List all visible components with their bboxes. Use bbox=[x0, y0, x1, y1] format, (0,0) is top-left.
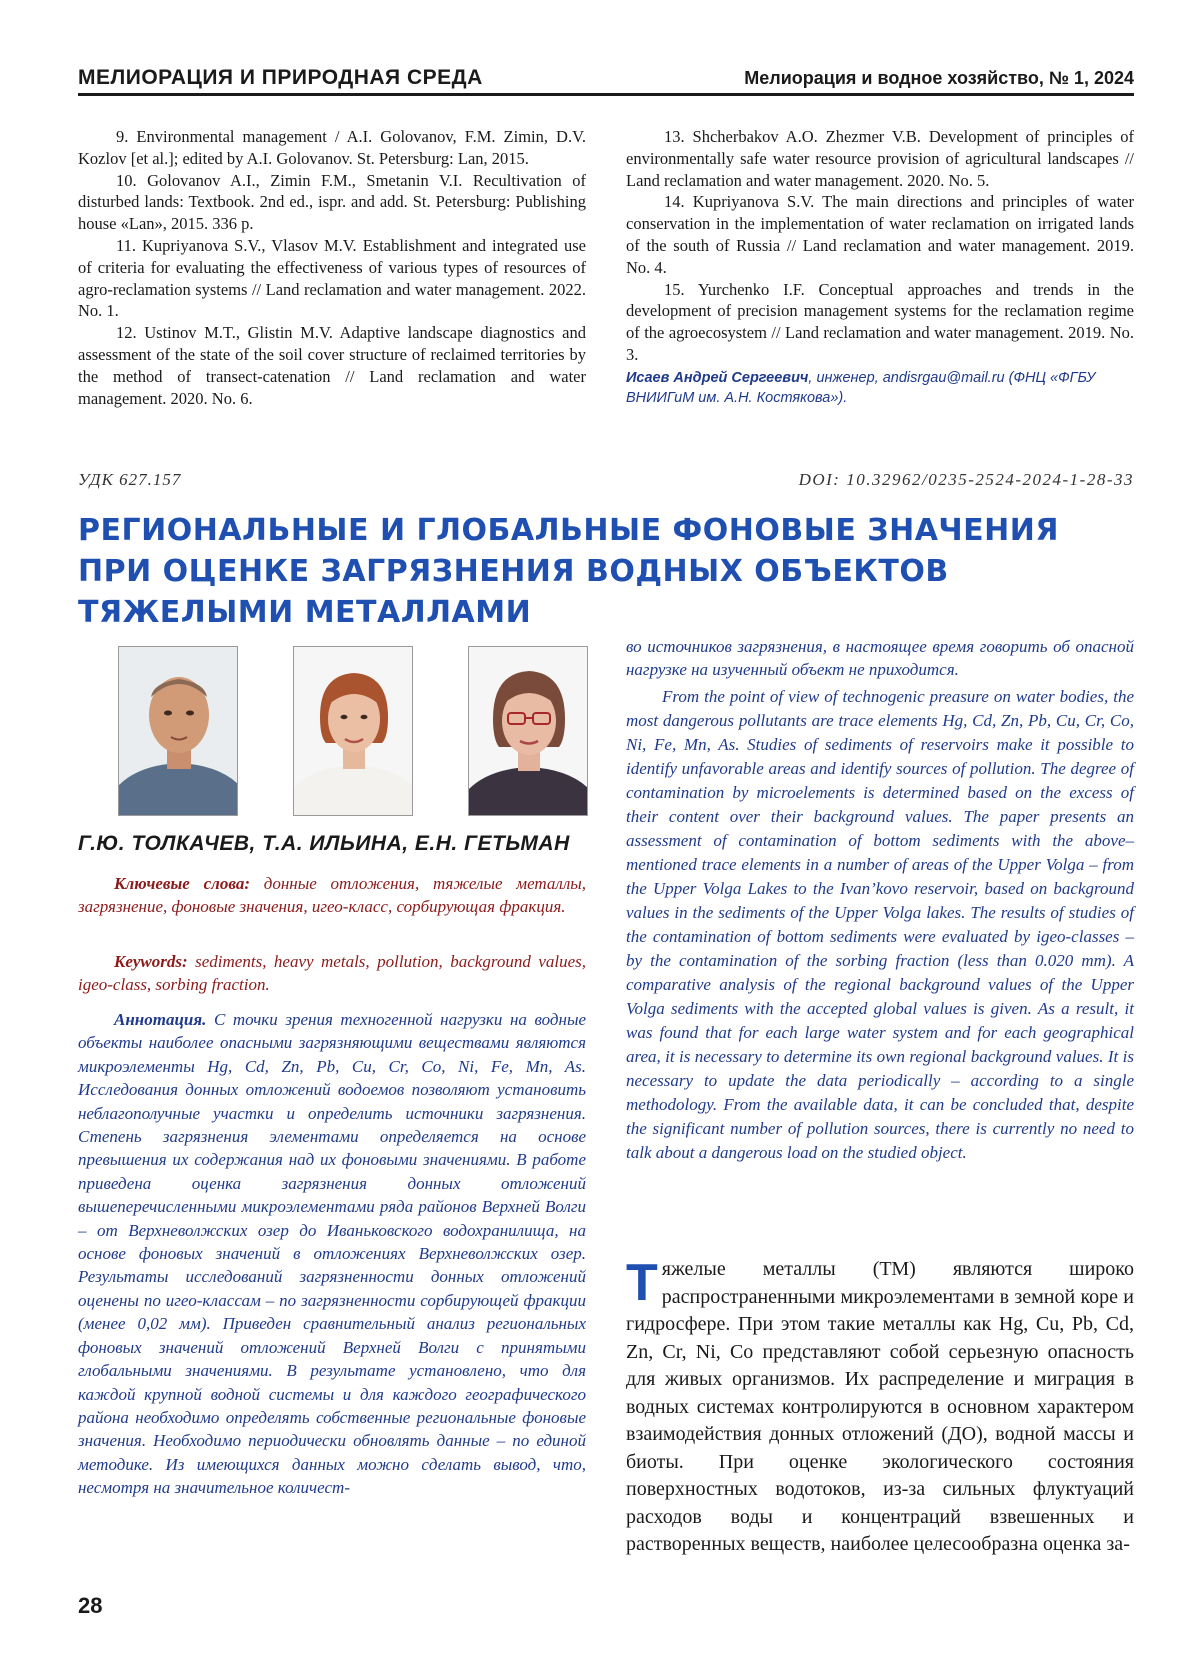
keywords-en bbox=[78, 951, 586, 996]
doi-link[interactable]: DOI: 10.32962/0235-2524-2024-1-28-33 bbox=[798, 470, 1134, 489]
keywords-en-label: Keywords: bbox=[114, 952, 188, 971]
body-paragraph: яжелые металлы (ТМ) являются широко распространенными микроэлементами в земной коре и гидросфере. При этом такие металлы как Hg, Cu, Pb, Cd, Zn, Cr, Ni, Co представляют собой серьезную опасность для живых организмов. Их распределение и миграция в водных системах контролируются в основном характером взаимодействия донных отложений (ДО), водной массы и биоты. При оценке экологического состояния поверхностных водотоков, из-за сильных флуктуаций расходов воды и концентраций взвешенных и растворенных веществ, наиболее целесообразна оценка за- bbox=[626, 1258, 1134, 1555]
previous-article-author-info bbox=[626, 368, 1134, 408]
article-title bbox=[78, 510, 1138, 633]
abstract-ru-label: Аннотация. bbox=[114, 1010, 207, 1029]
udk-code: УДК 627.157 bbox=[78, 470, 182, 489]
previous-author-name: Исаев Андрей Сергеевич bbox=[626, 369, 809, 386]
abstract-ru-continuation: во источников загрязнения, в настоящее время говорить об опасной нагрузке на изученный объект не приходится. bbox=[626, 637, 1134, 680]
abstract-ru bbox=[78, 1008, 586, 1500]
abstract-en: From the point of view of technogenic preasure on water bodies, the most dangerous pollutants are trace elements Hg, Cd, Zn, Pb, Cu, Cr, Co, Ni, Fe, Mn, As. Studies of sediments of reservoirs make it possible to identify unfavorable areas and identify sources of pollution. The degree of contamination by microelements is determined based on the excess of their content over their background values. The paper presents an assessment of contamination of bottom sediments with the above–mentioned trace elements in a number of areas of the Upper Volga – from the Upper Volga Lakes to the Ivan’kovo reservoir, based on background values in the sediments of the Upper Volga lakes. The results of studies of the contamination of bottom sediments were evaluated by igeo-classes – by the contamination of the sorbing fraction (less than 0.020 mm). A comparative analysis of the regional background values of the Upper Volga sediments with the accepted global values is given. As a result, it was found that for each large water system and for each geographical area, it is necessary to determine its own regional background values. It is necessary to update the data periodically – according to a single methodology. From the available data, it can be concluded that, despite the significant number of pollution sources, there is currently no need to talk about a dangerous load on the studied object. bbox=[626, 687, 1134, 1162]
reference-item: 13. Shcherbakov A.O. Zhezmer V.B. Development of principles of environmentally safe water resource provision of agricultural landscapes // Land reclamation and water management. 2020. No. 5. bbox=[626, 127, 1134, 190]
keywords-en-text: sediments, heavy metals, pollution, background values, igeo-class, sorbing fraction. bbox=[78, 952, 586, 994]
author-photo-2 bbox=[293, 646, 413, 816]
author-photo-3 bbox=[468, 646, 588, 816]
references-left-column bbox=[78, 126, 586, 409]
keywords-ru bbox=[78, 873, 586, 918]
title-line: РЕГИОНАЛЬНЫЕ И ГЛОБАЛЬНЫЕ ФОНОВЫЕ ЗНАЧЕНИЯ bbox=[78, 513, 1059, 548]
reference-item: 15. Yurchenko I.F. Conceptual approaches and trends in the development of precision management systems for the reclamation regime of the agroecosystem // Land reclamation and water management. 2019. No. 3. bbox=[626, 279, 1134, 364]
reference-item: 14. Kupriyanova S.V. The main directions and principles of water conservation in the implementation of water reclamation on irrigated lands of the south of Russia // Land reclamation and water management. 2019. No. 4. bbox=[626, 192, 1134, 277]
dropcap-letter: Т bbox=[626, 1254, 658, 1312]
abstract-ru-text: С точки зрения техногенной нагрузки на водные объекты наиболее опасными загрязняющими веществами являются микроэлементы Hg, Cd, Zn, Pb, Cu, Cr, Co, Ni, Fe, Mn, As. Исследования донных отложений водоемов позволяют установить неблагополучные участки и определить источники загрязнения. Степень загрязнения элементами определяется на основе превышения их содержания над их фоновыми значениями. В работе приведена оценка загрязнения донных отложений вышеперечисленными микроэлементами ряда районов Верхней Волги – от Верхневолжских озер до Иваньковского водохранилища, на основе фоновых значений в отложениях Верхневолжских озер. Результаты исследований загрязненности донных отложений оценены по игео-классам – по загрязненности сорбирующей фракции (менее 0,02 мм). Приведен сравнительный анализ региональных фоновых значений отложений Верхней Волги с принятыми глобальными значениями. В результате установлено, что для каждой крупной водной системы и для каждого географического района необходимо определять собственные региональные фоновые значения. Необходимо периодически обновлять данные – по единой методике. Из имеющихся данных можно сделать вывод, что, несмотря на значительное количест- bbox=[78, 1010, 586, 1498]
author-photos bbox=[118, 646, 588, 816]
journal-section-title: МЕЛИОРАЦИЯ И ПРИРОДНАЯ СРЕДА bbox=[78, 66, 483, 89]
reference-item: 9. Environmental management / A.I. Golovanov, F.M. Zimin, D.V. Kozlov [et al.]; edited by A.I. Golovanov. St. Petersburg: Lan, 2015. bbox=[78, 127, 586, 168]
journal-issue: Мелиорация и водное хозяйство, № 1, 2024 bbox=[744, 68, 1134, 88]
title-line: ПРИ ОЦЕНКЕ ЗАГРЯЗНЕНИЯ ВОДНЫХ ОБЪЕКТОВ bbox=[78, 554, 949, 589]
running-head bbox=[78, 60, 1134, 96]
keywords-ru-text: донные отложения, тяжелые металлы, загрязнение, фоновые значения, игео-класс, сорбирующая фракция. bbox=[78, 874, 586, 916]
references-right-column bbox=[626, 126, 1134, 408]
article-authors: Г.Ю. ТОЛКАЧЕВ, Т.А. ИЛЬИНА, Е.Н. ГЕТЬМАН bbox=[78, 832, 570, 855]
previous-author-details: , инженер, andisrgau@mail.ru (ФНЦ «ФГБУ ВНИИГиМ им. А.Н. Костякова»). bbox=[626, 369, 1096, 406]
title-line: ТЯЖЕЛЫМИ МЕТАЛЛАМИ bbox=[78, 595, 532, 630]
reference-item: 12. Ustinov M.T., Glistin M.V. Adaptive landscape diagnostics and assessment of the state of the soil cover structure of reclaimed territories by the method of transect-catenation // Land reclamation and water management. 2020. No. 6. bbox=[78, 323, 586, 408]
author-photo-1 bbox=[118, 646, 238, 816]
page-number: 28 bbox=[78, 1593, 103, 1618]
reference-item: 10. Golovanov A.I., Zimin F.M., Smetanin V.I. Recultivation of disturbed lands: Textbook. 2nd ed., ispr. and add. St. Petersburg: Publishing house «Lan», 2015. 336 p. bbox=[78, 170, 586, 234]
reference-item: 11. Kupriyanova S.V., Vlasov M.V. Establishment and integrated use of criteria for evaluating the effectiveness of various types of resources of agro-reclamation systems // Land reclamation and water management. 2022. No. 1. bbox=[78, 235, 586, 321]
article-body bbox=[626, 1256, 1134, 1559]
keywords-ru-label: Ключевые слова: bbox=[114, 874, 250, 893]
